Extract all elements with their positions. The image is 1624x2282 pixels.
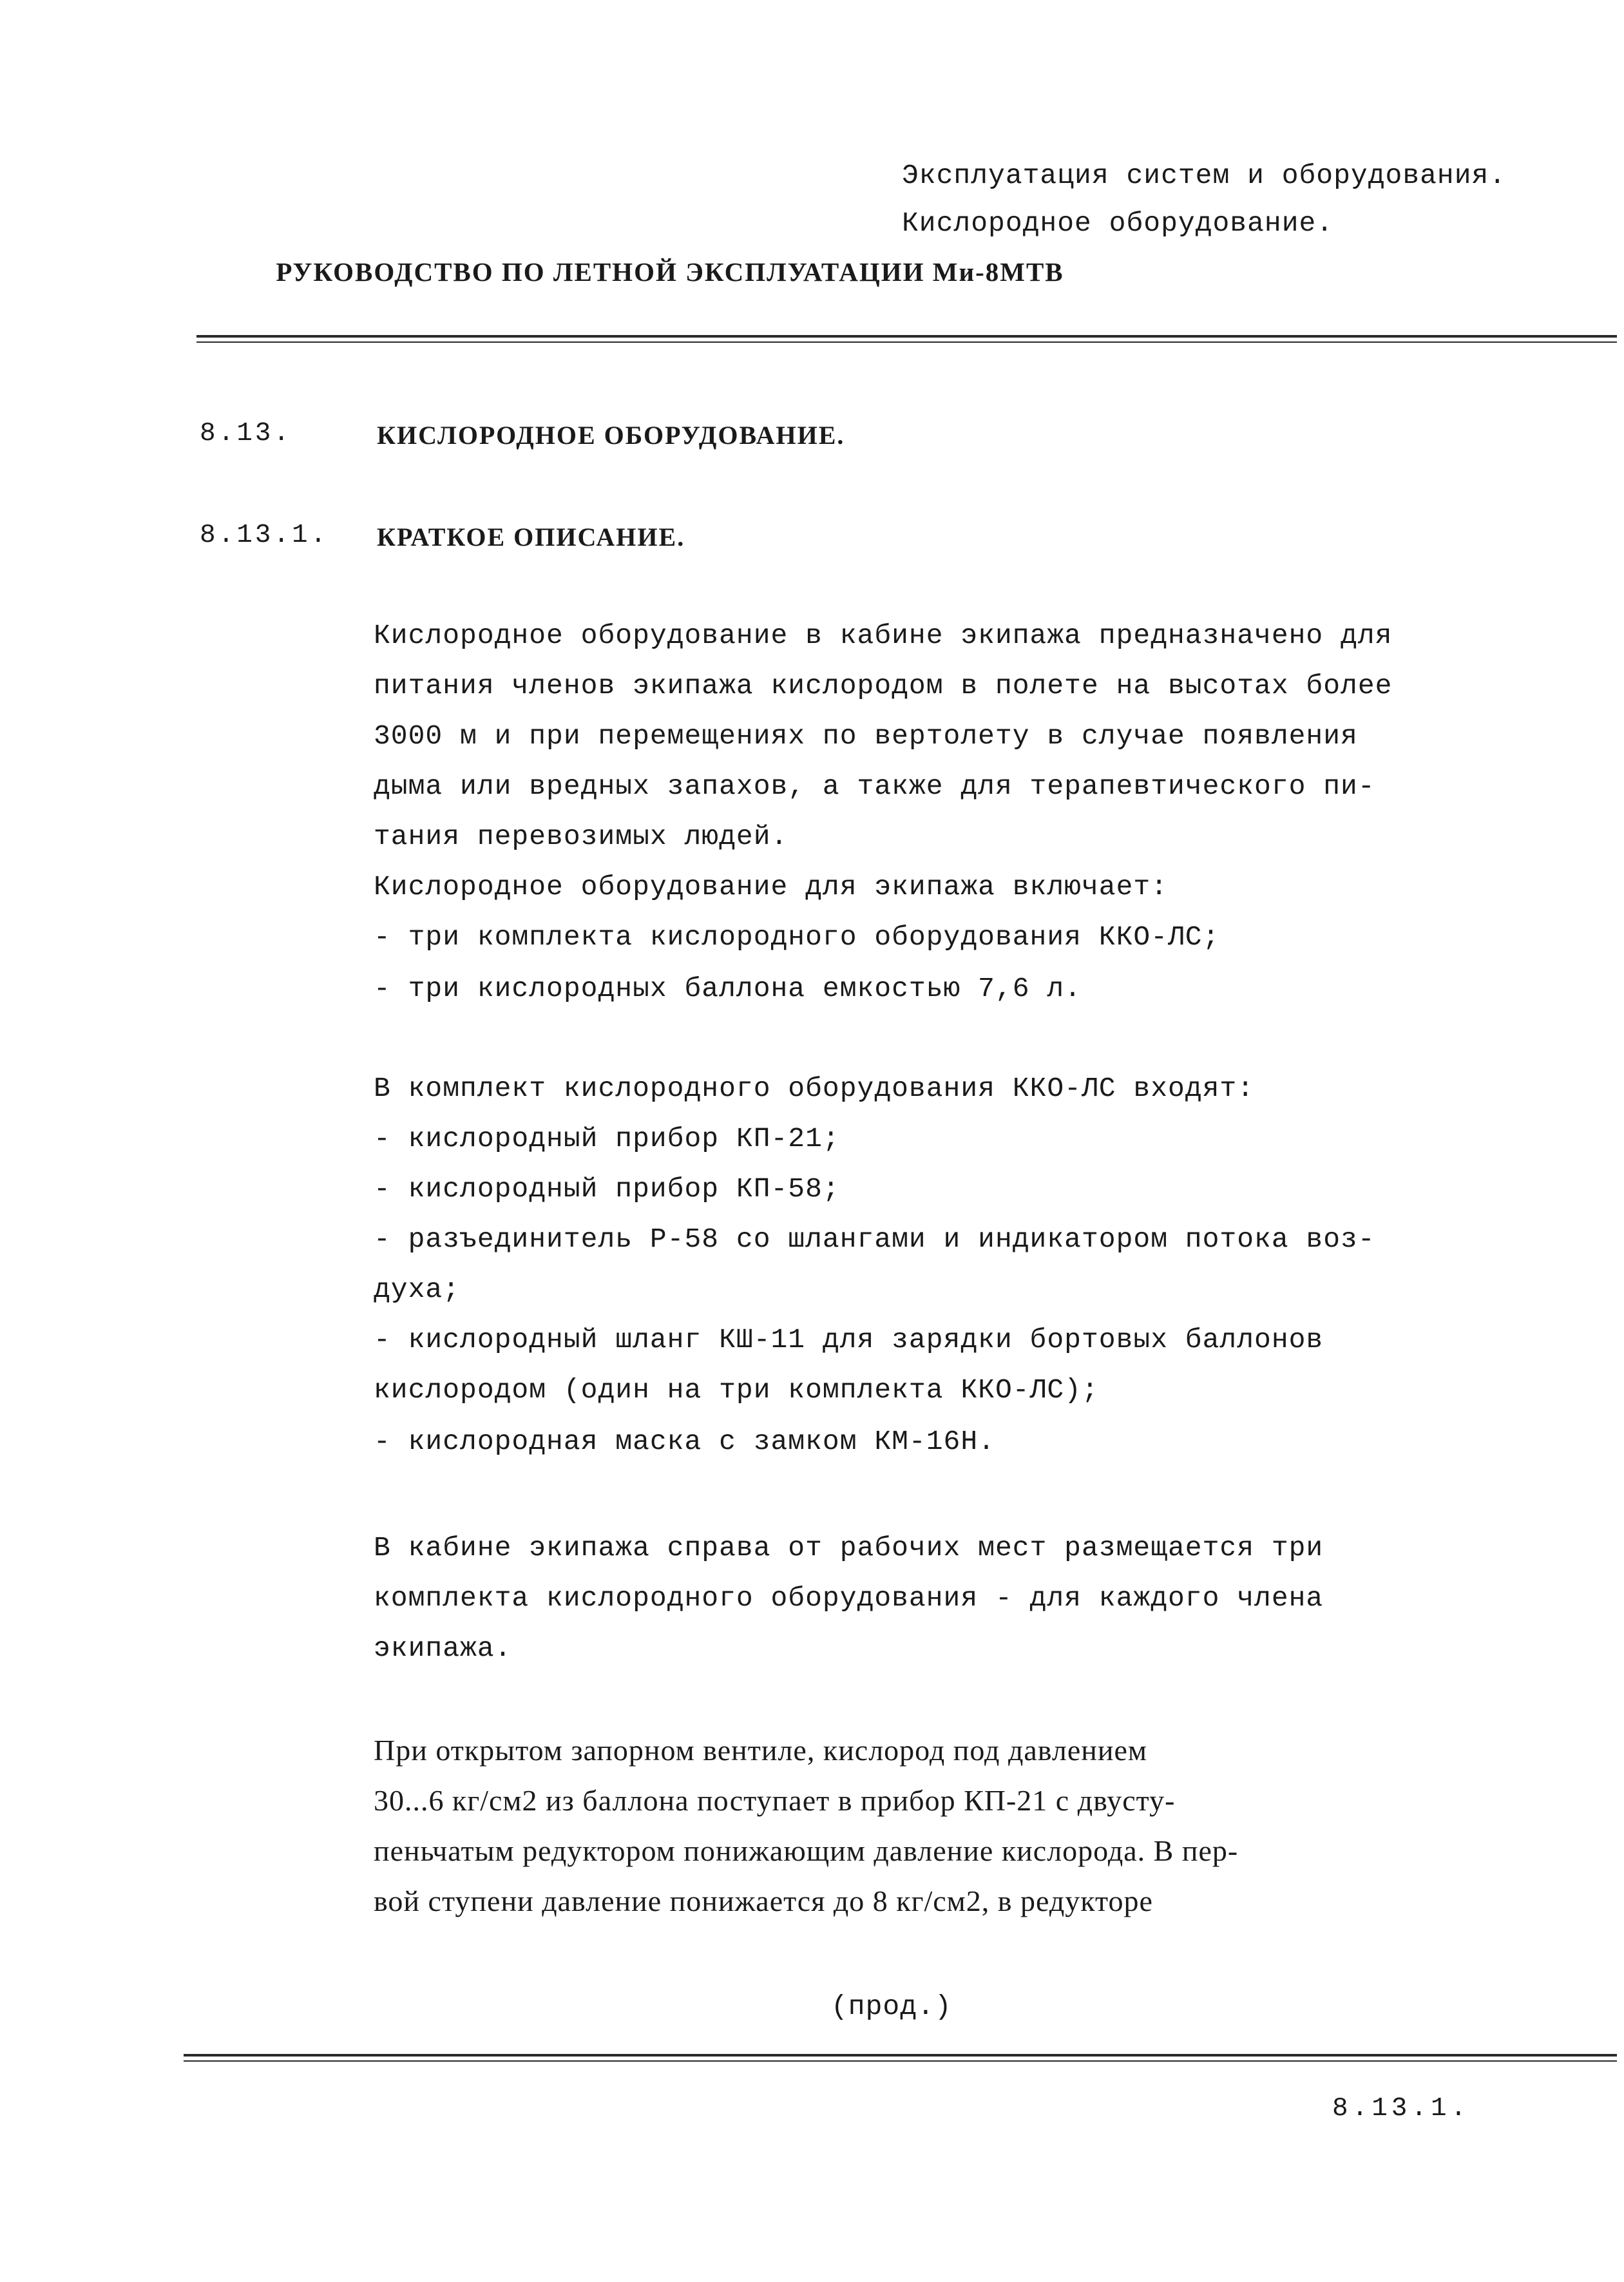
list-item: - кислородный прибор КП-58; (374, 1173, 840, 1205)
header-title: РУКОВОДСТВО ПО ЛЕТНОЙ ЭКСПЛУАТАЦИИ Ми-8МТВ (276, 257, 1064, 287)
body-line: В комплект кислородного оборудования ККО-ЛС входят: (374, 1073, 1255, 1104)
continued-note: (прод.) (831, 1991, 952, 2022)
list-item: - три кислородных баллона емкостью 7,6 л. (374, 973, 1082, 1004)
list-item: - три комплекта кислородного оборудования ККО-ЛС; (374, 921, 1220, 953)
header-line-1: Эксплуатация систем и оборудования. (902, 160, 1507, 191)
body-line: комплекта кислородного оборудования - для каждого члена (374, 1582, 1324, 1614)
body-line: При открытом запорном вентиле, кислород под давлением (374, 1734, 1148, 1767)
body-line: 30...6 кг/см2 из баллона поступает в прибор КП-21 с двусту- (374, 1784, 1176, 1817)
body-line: кислородом (один на три комплекта ККО-ЛС); (374, 1374, 1099, 1406)
body-line: духа; (374, 1274, 461, 1305)
page-number: 8.13.1. (1332, 2094, 1471, 2124)
subsection-title: КРАТКОЕ ОПИСАНИЕ. (377, 523, 685, 551)
body-line: тания перевозимых людей. (374, 821, 788, 852)
body-line: В кабине экипажа справа от рабочих мест размещается три (374, 1532, 1324, 1564)
footer-rule-top (184, 2054, 1617, 2057)
body-line: пеньчатым редуктором понижающим давление кислорода. В пер- (374, 1834, 1239, 1867)
body-line: дыма или вредных запахов, а также для терапевтического пи- (374, 771, 1375, 802)
body-line: 3000 м и при перемещениях по вертолету в случае появления (374, 720, 1358, 752)
list-item: - кислородный шланг КШ-11 для зарядки бортовых баллонов (374, 1324, 1324, 1356)
body-line: питания членов экипажа кислородом в полете на высотах более (374, 670, 1393, 702)
subsection-number: 8.13.1. (200, 521, 329, 550)
header-rule-top (196, 335, 1617, 338)
list-item: - кислородная маска с замком КМ-16Н. (374, 1426, 995, 1457)
list-item: - кислородный прибор КП-21; (374, 1123, 840, 1155)
section-title: КИСЛОРОДНОЕ ОБОРУДОВАНИЕ. (377, 421, 845, 450)
body-line: экипажа. (374, 1633, 512, 1664)
body-line: вой ступени давление понижается до 8 кг/см2, в редукторе (374, 1884, 1153, 1917)
footer-rule-bottom (184, 2060, 1617, 2062)
section-number: 8.13. (200, 419, 292, 448)
body-line: Кислородное оборудование для экипажа включает: (374, 871, 1168, 903)
body-line: Кислородное оборудование в кабине экипажа предназначено для (374, 620, 1393, 651)
header-line-2: Кислородное оборудование. (902, 207, 1334, 239)
header-rule-bottom (196, 341, 1617, 343)
list-item: - разъединитель Р-58 со шлангами и индикатором потока воз- (374, 1223, 1375, 1255)
